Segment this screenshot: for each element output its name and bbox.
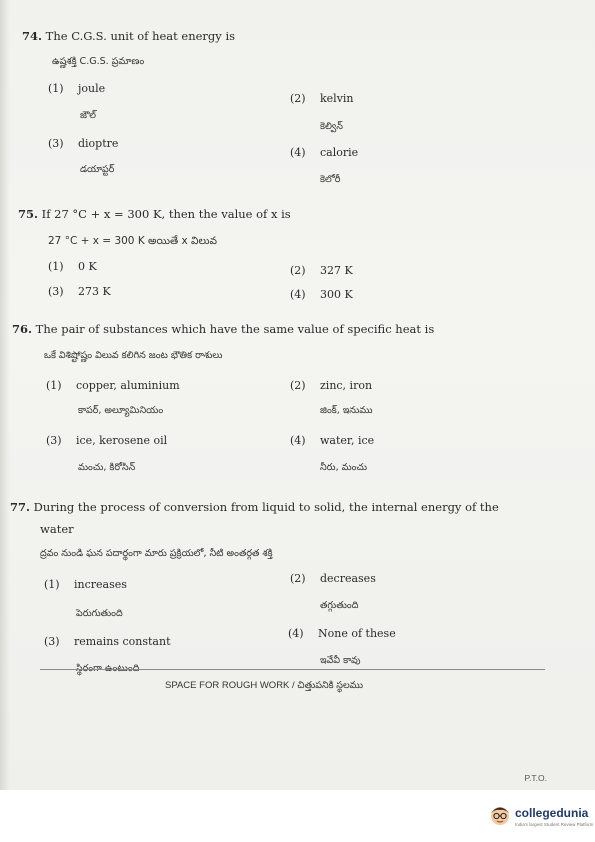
option-number: (1) bbox=[46, 379, 62, 392]
question-text: The C.G.S. unit of heat energy is bbox=[45, 29, 236, 43]
option-text: zinc, iron bbox=[320, 379, 373, 392]
question-75 bbox=[18, 206, 291, 222]
option-telugu: మంచు, కిరోసిన్ bbox=[78, 462, 136, 473]
option-number: (4) bbox=[290, 288, 306, 301]
option-text: 273 K bbox=[78, 285, 111, 298]
option-1 bbox=[48, 82, 105, 95]
option-telugu: తగ్గుతుంది bbox=[320, 600, 359, 611]
option-telugu: పెరుగుతుంది bbox=[76, 608, 123, 619]
option-number: (2) bbox=[290, 92, 306, 105]
divider bbox=[40, 669, 545, 670]
option-text: 300 K bbox=[320, 288, 353, 301]
option-number: (1) bbox=[48, 260, 64, 273]
question-telugu: ఒకే విశిష్టోష్ణం విలువ కలిగిన జంట భౌతిక రాశులు bbox=[44, 350, 223, 361]
option-number: (2) bbox=[290, 264, 306, 277]
option-telugu: జౌల్ bbox=[80, 110, 97, 121]
option-4 bbox=[290, 434, 374, 447]
question-76 bbox=[12, 321, 434, 337]
option-number: (4) bbox=[290, 434, 306, 447]
option-3 bbox=[46, 434, 167, 447]
question-number: 75. bbox=[18, 207, 39, 221]
question-text-line2: water bbox=[40, 522, 74, 536]
option-text: remains constant bbox=[74, 635, 171, 648]
option-3 bbox=[48, 285, 111, 298]
option-2 bbox=[290, 379, 372, 392]
option-telugu: కాపర్, అల్యూమినియం bbox=[78, 405, 164, 416]
rough-work-label: SPACE FOR ROUGH WORK / చిత్తుపనికి స్థలము bbox=[165, 680, 364, 691]
question-text: The pair of substances which have the same value of specific heat is bbox=[35, 322, 435, 336]
option-3 bbox=[48, 137, 118, 150]
question-text-line1: During the process of conversion from liquid to solid, the internal energy of the bbox=[33, 500, 499, 514]
option-text: dioptre bbox=[78, 137, 119, 150]
option-number: (3) bbox=[46, 434, 62, 447]
option-telugu: జింక్, ఇనుము bbox=[320, 405, 373, 416]
option-number: (4) bbox=[290, 146, 306, 159]
option-number: (3) bbox=[44, 635, 60, 648]
option-2 bbox=[290, 92, 354, 105]
option-text: kelvin bbox=[320, 92, 354, 105]
question-77 bbox=[10, 499, 550, 515]
option-number: (3) bbox=[48, 137, 64, 150]
option-4 bbox=[288, 627, 396, 640]
collegedunia-logo bbox=[488, 800, 593, 834]
option-number: (1) bbox=[48, 82, 64, 95]
option-1 bbox=[48, 260, 97, 273]
option-text: 0 K bbox=[78, 260, 97, 273]
option-4 bbox=[290, 288, 353, 301]
option-number: (1) bbox=[44, 578, 60, 591]
option-telugu: డయాప్టర్ bbox=[80, 164, 115, 175]
question-74 bbox=[22, 28, 235, 44]
brand-tagline: India's largest Student Review Platform bbox=[515, 822, 594, 827]
option-number: (2) bbox=[290, 572, 306, 585]
option-telugu: కెల్విన్ bbox=[320, 121, 343, 132]
mascot-icon bbox=[488, 802, 512, 828]
question-text: If 27 °C + x = 300 K, then the value of x is bbox=[41, 207, 291, 221]
option-text: increases bbox=[74, 578, 127, 591]
option-text: None of these bbox=[318, 627, 396, 640]
question-telugu: 27 °C + x = 300 K అయితే x విలువ bbox=[48, 235, 218, 247]
brand-name: collegedunia bbox=[515, 806, 589, 820]
option-telugu: కెలోరీ bbox=[320, 174, 341, 185]
question-number: 77. bbox=[10, 500, 31, 514]
option-1 bbox=[44, 578, 127, 591]
option-text: joule bbox=[78, 82, 106, 95]
pto-label: P.T.O. bbox=[524, 773, 547, 783]
question-telugu: ద్రవం నుండి ఘన పదార్థంగా మారు ప్రక్రియలో, నీటి అంతర్గత శక్తి bbox=[40, 548, 273, 559]
option-number: (4) bbox=[288, 627, 304, 640]
option-4 bbox=[290, 146, 358, 159]
option-2 bbox=[290, 264, 353, 277]
option-3 bbox=[44, 635, 171, 648]
question-number: 74. bbox=[22, 29, 43, 43]
option-2 bbox=[290, 572, 376, 585]
option-text: water, ice bbox=[320, 434, 375, 447]
option-text: 327 K bbox=[320, 264, 353, 277]
option-text: calorie bbox=[320, 146, 359, 159]
question-number: 76. bbox=[12, 322, 33, 336]
option-text: ice, kerosene oil bbox=[76, 434, 168, 447]
question-telugu: ఉష్ణశక్తి C.G.S. ప్రమాణం bbox=[52, 56, 145, 67]
option-number: (3) bbox=[48, 285, 64, 298]
option-telugu: నీరు, మంచు bbox=[320, 462, 368, 473]
option-1 bbox=[46, 379, 180, 392]
option-text: decreases bbox=[320, 572, 376, 585]
option-text: copper, aluminium bbox=[76, 379, 180, 392]
option-telugu: ఇవేవీ కావు bbox=[320, 655, 361, 666]
option-number: (2) bbox=[290, 379, 306, 392]
